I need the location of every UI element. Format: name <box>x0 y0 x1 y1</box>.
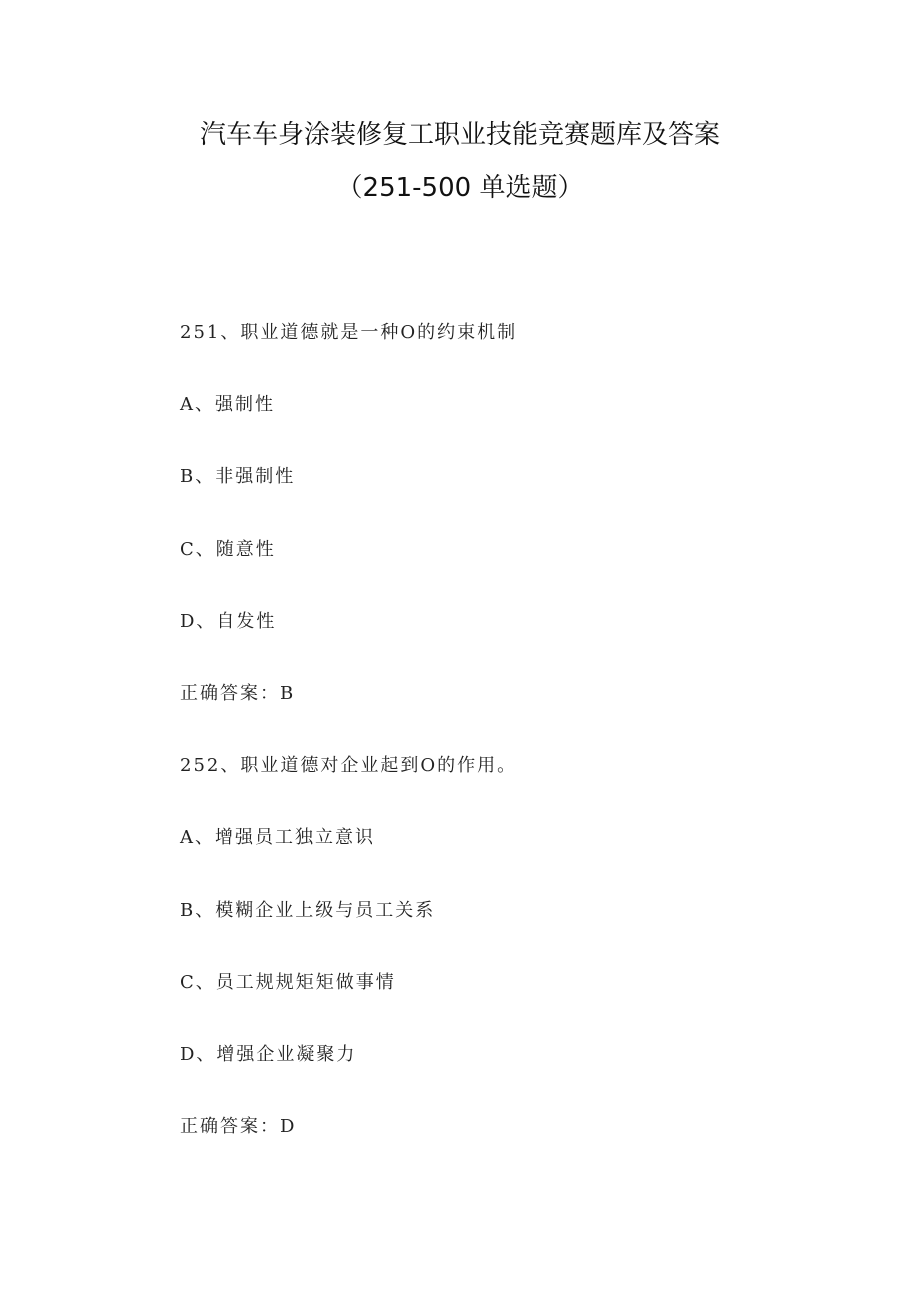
question-stem: 252、职业道德对企业起到O的作用。 <box>180 755 518 776</box>
option-c: C、员工规规矩矩做事情 <box>180 972 396 993</box>
document-subtitle: （251-500 单选题） <box>336 173 584 203</box>
question-stem: 251、职业道德就是一种O的约束机制 <box>180 322 518 343</box>
option-a: A、增强员工独立意识 <box>180 827 375 848</box>
option-c: C、随意性 <box>180 539 276 560</box>
correct-answer: 正确答案：D <box>180 1116 297 1137</box>
document-title: 汽车车身涂装修复工职业技能竞赛题库及答案 <box>199 120 720 150</box>
option-a: A、强制性 <box>180 394 275 415</box>
option-b: B、模糊企业上级与员工关系 <box>180 900 436 921</box>
option-d: D、增强企业凝聚力 <box>180 1044 357 1065</box>
correct-answer: 正确答案：B <box>180 683 296 704</box>
option-d: D、自发性 <box>180 611 277 632</box>
option-b: B、非强制性 <box>180 466 296 487</box>
